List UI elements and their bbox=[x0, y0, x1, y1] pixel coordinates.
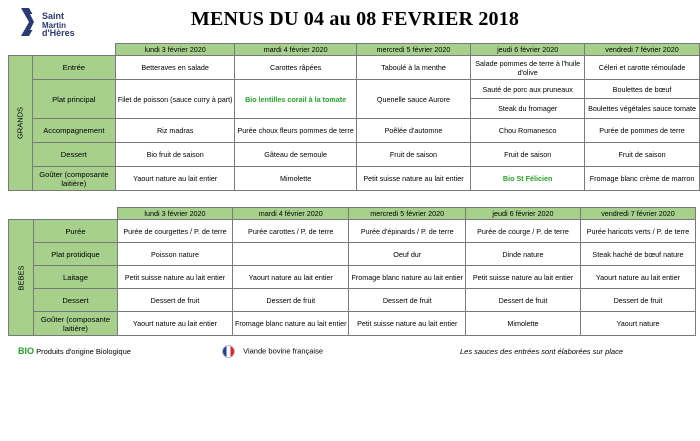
menu-cell: Yaourt nature bbox=[580, 312, 695, 336]
menu-cell: Taboulé à la menthe bbox=[356, 56, 470, 80]
menu-cell: Purée choux fleurs pommes de terre bbox=[235, 119, 356, 143]
beef-legend-text: Viande bovine française bbox=[243, 346, 324, 356]
menu-cell: Céleri et carotte rémoulade bbox=[585, 56, 700, 80]
bio-tag: BIO bbox=[18, 346, 35, 356]
logo-text-1: Saint bbox=[42, 11, 65, 21]
menu-cell: Petit suisse nature au lait entier bbox=[356, 167, 470, 191]
laitage-row bbox=[9, 266, 696, 289]
menu-cell: Poêlée d'automne bbox=[356, 119, 470, 143]
day-header: lundi 3 février 2020 bbox=[118, 208, 233, 220]
logo-mark bbox=[18, 4, 42, 40]
menu-cell: Bio fruit de saison bbox=[115, 143, 235, 167]
menu-cell: Gâteau de semoule bbox=[235, 143, 356, 167]
menu-cell: Boulettes de bœuf bbox=[585, 80, 700, 99]
menu-cell: Purée carottes / P. de terre bbox=[233, 220, 349, 243]
puree-row bbox=[9, 220, 696, 243]
menu-cell: Steak du fromager bbox=[471, 99, 585, 119]
menu-cell: Purée d'épinards / P. de terre bbox=[349, 220, 465, 243]
category-label: Accompagnement bbox=[32, 119, 115, 143]
menu-cell bbox=[233, 243, 349, 266]
menu-cell: Petit suisse nature au lait entier bbox=[349, 312, 465, 336]
menu-cell: Fruit de saison bbox=[356, 143, 470, 167]
menu-cell: Betteraves en salade bbox=[115, 56, 235, 80]
day-header: vendredi 7 février 2020 bbox=[585, 44, 700, 56]
bebes-day-header-row bbox=[9, 208, 696, 220]
menu-cell: Poisson nature bbox=[118, 243, 233, 266]
menu-cell: Mimolette bbox=[235, 167, 356, 191]
menu-cell: Quenelle sauce Aurore bbox=[356, 80, 470, 119]
day-header: lundi 3 février 2020 bbox=[115, 44, 235, 56]
legend-bio bbox=[18, 346, 131, 356]
category-label: Plat protidique bbox=[34, 243, 118, 266]
category-label: Laitage bbox=[34, 266, 118, 289]
bio-legend-text: Produits d'origine Biologique bbox=[36, 347, 131, 356]
menu-cell: Oeuf dur bbox=[349, 243, 465, 266]
bebes-dessert-row bbox=[9, 289, 696, 312]
menu-cell: Dessert de fruit bbox=[465, 289, 580, 312]
menu-cell: Boulettes végétales sauce tomate bbox=[585, 99, 700, 119]
menu-cell: Fruit de saison bbox=[585, 143, 700, 167]
day-header: jeudi 6 février 2020 bbox=[471, 44, 585, 56]
gouter-row bbox=[9, 167, 700, 191]
logo bbox=[18, 4, 88, 42]
menu-cell: Mimolette bbox=[465, 312, 580, 336]
category-label: Goûter (composante laitière) bbox=[32, 167, 115, 191]
menu-cell: Steak haché de bœuf nature bbox=[580, 243, 695, 266]
menu-cell-bio: Bio lentilles corail à la tomate bbox=[235, 80, 356, 119]
category-label: Dessert bbox=[32, 143, 115, 167]
menu-cell: Petit suisse nature au lait entier bbox=[465, 266, 580, 289]
grands-day-header-row bbox=[9, 44, 700, 56]
menu-cell: Fromage blanc crème de marron bbox=[585, 167, 700, 191]
logo-text-3: d'Hères bbox=[42, 28, 75, 38]
grands-table bbox=[8, 43, 700, 191]
day-header: mercredi 5 février 2020 bbox=[356, 44, 470, 56]
day-header: jeudi 6 février 2020 bbox=[465, 208, 580, 220]
menu-cell: Fromage blanc nature au lait entier bbox=[233, 312, 349, 336]
menu-cell: Fromage blanc nature au lait entier bbox=[349, 266, 465, 289]
menu-cell: Dessert de fruit bbox=[349, 289, 465, 312]
legend-beef bbox=[222, 345, 323, 358]
menu-cell: Dinde nature bbox=[465, 243, 580, 266]
sauces-note: Les sauces des entrées sont élaborées sur place bbox=[460, 347, 624, 356]
menu-cell: Salade pommes de terre à l'huile d'olive bbox=[471, 56, 585, 80]
logo-text-2: Martin bbox=[42, 21, 66, 30]
dessert-row bbox=[9, 143, 700, 167]
menu-cell: Carottes râpées bbox=[235, 56, 356, 80]
menu-cell: Chou Romanesco bbox=[471, 119, 585, 143]
category-label: Plat principal bbox=[32, 80, 115, 119]
menu-cell: Filet de poisson (sauce curry à part) bbox=[115, 80, 235, 119]
category-label: Purée bbox=[34, 220, 118, 243]
category-label: Entrée bbox=[32, 56, 115, 80]
section-label-grands: GRANDS bbox=[9, 56, 33, 191]
menu-cell: Sauté de porc aux pruneaux bbox=[471, 80, 585, 99]
menu-cell: Petit suisse nature au lait entier bbox=[118, 266, 233, 289]
bebes-table bbox=[8, 207, 696, 336]
menu-cell: Purée de pommes de terre bbox=[585, 119, 700, 143]
menu-cell: Yaourt nature au lait entier bbox=[580, 266, 695, 289]
entree-row bbox=[9, 56, 700, 80]
menu-cell: Purée de courge / P. de terre bbox=[465, 220, 580, 243]
french-flag-icon bbox=[222, 345, 235, 358]
day-header: mercredi 5 février 2020 bbox=[349, 208, 465, 220]
menu-cell: Fruit de saison bbox=[471, 143, 585, 167]
menu-cell: Yaourt nature au lait entier bbox=[115, 167, 235, 191]
day-header: mardi 4 février 2020 bbox=[233, 208, 349, 220]
menu-cell: Purée de courgettes / P. de terre bbox=[118, 220, 233, 243]
menu-cell: Dessert de fruit bbox=[118, 289, 233, 312]
section-label-bebes: BEBES bbox=[9, 220, 34, 336]
plat-row-1 bbox=[9, 80, 700, 99]
menu-cell: Riz madras bbox=[115, 119, 235, 143]
accompagnement-row bbox=[9, 119, 700, 143]
day-header: mardi 4 février 2020 bbox=[235, 44, 356, 56]
day-header: vendredi 7 février 2020 bbox=[580, 208, 695, 220]
bebes-gouter-row bbox=[9, 312, 696, 336]
menu-cell: Dessert de fruit bbox=[580, 289, 695, 312]
menu-cell-bio: Bio St Félicien bbox=[471, 167, 585, 191]
category-label: Goûter (composante laitière) bbox=[34, 312, 118, 336]
menu-cell: Yaourt nature au lait entier bbox=[233, 266, 349, 289]
menu-cell: Yaourt nature au lait entier bbox=[118, 312, 233, 336]
proteique-row bbox=[9, 243, 696, 266]
menu-cell: Dessert de fruit bbox=[233, 289, 349, 312]
page-title: MENUS DU 04 au 08 FEVRIER 2018 bbox=[190, 8, 520, 30]
menu-cell: Purée haricots verts / P. de terre bbox=[580, 220, 695, 243]
category-label: Dessert bbox=[34, 289, 118, 312]
